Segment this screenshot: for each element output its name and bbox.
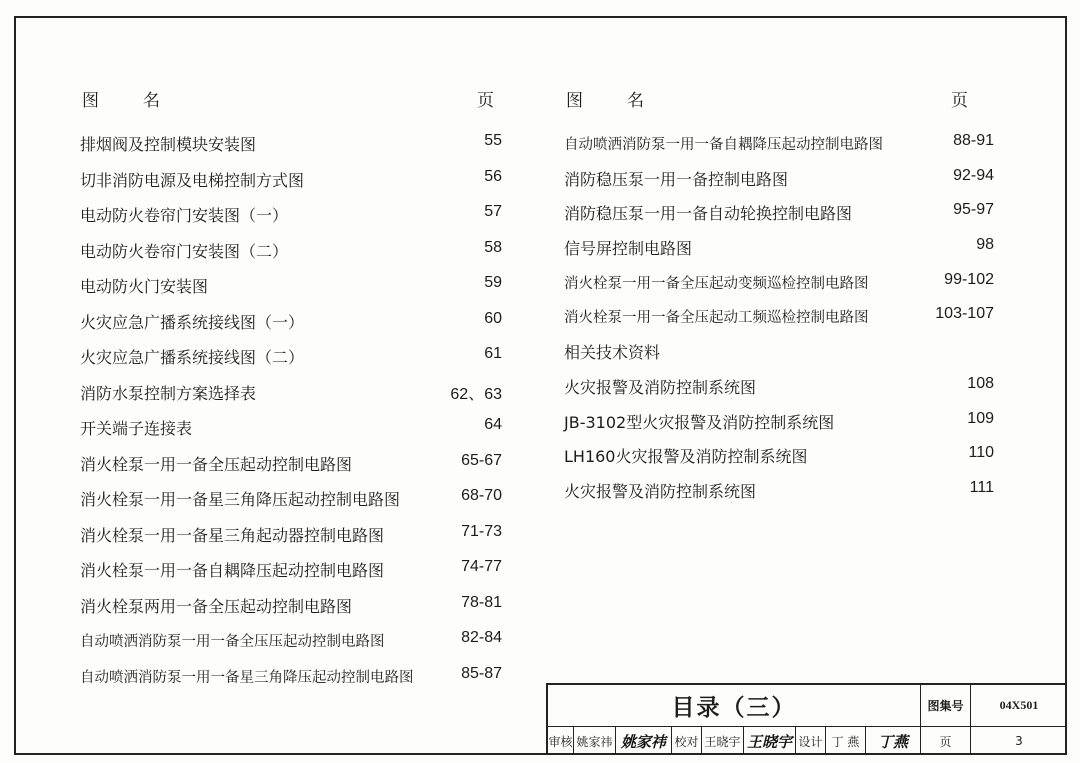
toc-entry-page: 58 xyxy=(484,238,502,256)
toc-entry-page: 59 xyxy=(484,274,502,291)
header-page-label: 页 xyxy=(477,91,494,111)
toc-entry-title: 消火栓泵一用一备全压起动变频巡检控制电路图 xyxy=(564,275,869,292)
toc-entry-page: 60 xyxy=(484,309,502,327)
signature-row xyxy=(548,727,1067,755)
toc-entry xyxy=(78,337,510,373)
toc-entry xyxy=(562,228,1002,263)
toc-entry-title: 消火栓泵一用一备星三角降压起动控制电路图 xyxy=(80,490,401,509)
toc-entry xyxy=(78,373,510,409)
page-label: 页 xyxy=(921,727,971,755)
toc-entry-page: 64 xyxy=(484,416,502,433)
header-name-label: 图名 xyxy=(82,91,204,111)
toc-entry xyxy=(78,621,510,657)
toc-entry-page: 95-97 xyxy=(953,201,994,219)
toc-entry-title: 消防稳压泵一用一备控制电路图 xyxy=(564,169,789,189)
toc-entry-title: 消火栓泵一用一备星三角起动器控制电路图 xyxy=(80,525,385,545)
toc-entry xyxy=(78,479,510,515)
toc-entry-page: 65-67 xyxy=(461,451,502,469)
toc-entry-title: 自动喷洒消防泵一用一备自耦降压起动控制电路图 xyxy=(564,137,883,153)
toc-entry xyxy=(78,266,510,302)
toc-entry xyxy=(562,332,1002,367)
toc-entry-page: 56 xyxy=(484,167,502,185)
toc-entry-title: 消火栓泵一用一备自耦降压起动控制电路图 xyxy=(80,561,385,580)
toc-entry xyxy=(562,436,1002,471)
toc-entry xyxy=(78,160,510,196)
toc-entry-title: 消防稳压泵一用一备自动轮换控制电路图 xyxy=(564,204,853,224)
toc-entry-title: JB-3102型火灾报警及消防控制系统图 xyxy=(564,412,835,432)
atlas-number-label: 图集号 xyxy=(921,685,971,727)
toc-entry xyxy=(78,231,510,267)
toc-entry xyxy=(78,124,510,160)
toc-entry-page: 71-73 xyxy=(461,522,502,540)
toc-entry xyxy=(562,159,1002,194)
toc-entry-title: LH160火灾报警及消防控制系统图 xyxy=(564,447,808,467)
toc-entry-title: 消火栓泵一用一备全压起动工频巡检控制电路图 xyxy=(564,310,869,327)
toc-entry-title: 电动防火卷帘门安装图（一） xyxy=(80,206,289,225)
reviewer-signature: 姚家祎 xyxy=(616,727,672,755)
review-label: 审核 xyxy=(548,727,574,755)
toc-entry-page: 85-87 xyxy=(461,664,502,682)
drawing-title: 目录（三） xyxy=(548,685,921,727)
toc-entry-page: 62、63 xyxy=(450,385,502,403)
toc-left-column xyxy=(78,86,510,692)
atlas-number: 04X501 xyxy=(971,685,1067,727)
toc-entry-page: 111 xyxy=(969,478,994,496)
toc-right-column xyxy=(562,86,1002,506)
toc-entry-title: 自动喷洒消防泵一用一备全压压起动控制电路图 xyxy=(80,634,385,650)
toc-entry-page: 92-94 xyxy=(953,166,994,184)
designer-name: 丁 燕 xyxy=(826,727,866,755)
toc-entry xyxy=(562,471,1002,506)
toc-entry-page: 78-81 xyxy=(461,593,502,611)
designer-signature: 丁燕 xyxy=(866,727,921,755)
toc-entry-title: 电动防火卷帘门安装图（二） xyxy=(80,241,289,261)
toc-entry xyxy=(78,657,510,693)
toc-entry-title: 火灾报警及消防控制系统图 xyxy=(564,481,757,501)
toc-entry-page: 88-91 xyxy=(953,132,994,149)
toc-entry-page: 99-102 xyxy=(944,270,994,288)
toc-entry-title: 电动防火门安装图 xyxy=(80,277,209,296)
design-label: 设计 xyxy=(796,727,826,755)
toc-entry xyxy=(78,408,510,444)
toc-entry-title: 消火栓泵一用一备全压起动控制电路图 xyxy=(80,454,353,474)
title-block xyxy=(546,683,1067,755)
check-label: 校对 xyxy=(672,727,702,755)
toc-entry-title: 火灾应急广播系统接线图（二） xyxy=(80,348,305,367)
toc-entry-title: 火灾报警及消防控制系统图 xyxy=(564,377,757,397)
toc-entry xyxy=(562,193,1002,228)
toc-entry-title: 自动喷洒消防泵一用一备星三角降压起动控制电路图 xyxy=(80,669,414,686)
toc-entry-title: 切非消防电源及电梯控制方式图 xyxy=(80,170,305,190)
reviewer-name: 姚家祎 xyxy=(574,727,616,755)
toc-entry-title: 消防水泵控制方案选择表 xyxy=(80,383,257,403)
toc-entry xyxy=(562,367,1002,402)
toc-entry-page: 68-70 xyxy=(461,487,502,504)
toc-entry-page: 57 xyxy=(484,203,502,220)
toc-entry-title: 开关端子连接表 xyxy=(80,419,193,438)
toc-entry-page: 74-77 xyxy=(461,558,502,575)
toc-entry-title: 消火栓泵两用一备全压起动控制电路图 xyxy=(80,596,353,616)
toc-entry-page: 98 xyxy=(976,236,994,254)
toc-header xyxy=(562,86,1002,124)
toc-entry xyxy=(78,195,510,231)
toc-entry xyxy=(78,550,510,586)
toc-entry xyxy=(562,402,1002,437)
toc-entry xyxy=(78,515,510,551)
toc-entry-title: 信号屏控制电路图 xyxy=(564,239,693,259)
toc-entry-page: 103-107 xyxy=(935,305,994,323)
toc-entry-title: 排烟阀及控制模块安装图 xyxy=(80,135,257,154)
toc-entry xyxy=(562,263,1002,298)
toc-entry xyxy=(78,302,510,338)
toc-entry-page: 109 xyxy=(967,409,994,427)
page-number: 3 xyxy=(1015,734,1023,748)
toc-entry-page: 61 xyxy=(484,345,502,362)
toc-header xyxy=(78,86,510,124)
toc-entry xyxy=(78,586,510,622)
toc-entry-page: 110 xyxy=(968,444,994,462)
toc-entry-page: 82-84 xyxy=(461,629,502,646)
checker-signature: 王晓宇 xyxy=(744,727,796,755)
toc-entry-title: 火灾应急广播系统接线图（一） xyxy=(80,312,305,332)
header-page-label: 页 xyxy=(951,91,968,111)
toc-entry-page: 108 xyxy=(967,374,994,392)
toc-entry xyxy=(562,124,1002,159)
toc-entry xyxy=(562,297,1002,332)
toc-entry xyxy=(78,444,510,480)
toc-entry-page: 55 xyxy=(484,132,502,149)
toc-entry-title: 相关技术资料 xyxy=(564,343,661,363)
header-name-label: 图名 xyxy=(566,91,688,111)
checker-name: 王晓宇 xyxy=(702,727,744,755)
